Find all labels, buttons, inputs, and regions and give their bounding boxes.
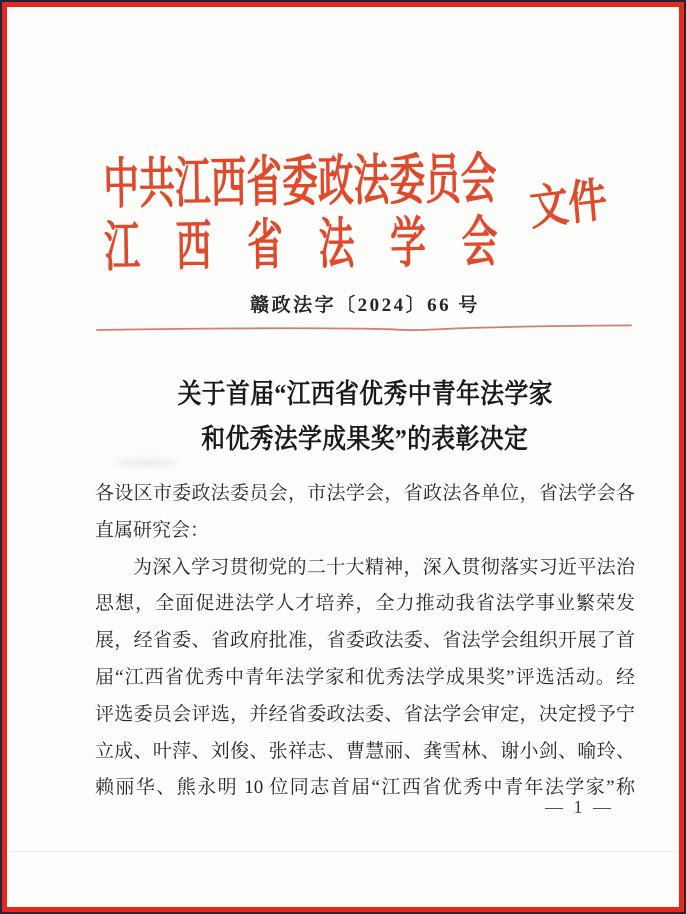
body-line: 赖丽华、熊永明 10 位同志首届“江西省优秀中青年法学家”称 <box>95 777 635 799</box>
body-line: 各设区市委政法委员会，市法学会，省政法各单位，省法学会各 <box>95 483 635 504</box>
letterhead <box>102 148 525 278</box>
org-name-line2: 江西省法学会 <box>103 211 498 278</box>
document-body <box>95 476 635 807</box>
body-line: 为深入学习贯彻党的二十大精神，深入贯彻落实习近平法治 <box>133 556 635 578</box>
doc-type-label: 文件 <box>527 174 610 236</box>
doc-number: 赣政法字〔2024〕66 号 <box>250 295 480 316</box>
org-name-line1: 中共江西省委政法委员会 <box>102 148 498 215</box>
body-line: 展，经省委、省政府批准，省委政法委、省法学会组织开展了首 <box>95 630 635 652</box>
page-number: — 1 — <box>545 797 612 817</box>
scan-smudge <box>116 459 178 466</box>
red-divider-line <box>94 321 635 335</box>
title-line2: 和优秀法学成果奖”的表彰决定 <box>201 424 529 454</box>
title-line1: 关于首届“江西省优秀中青年法学家 <box>177 379 553 409</box>
scanned-page-edge <box>7 851 679 852</box>
body-line: 立成、叶萍、刘俊、张祥志、曹慧丽、龚雪林、谢小剑、喻玲、 <box>95 740 635 762</box>
body-line: 直属研究会： <box>95 519 210 541</box>
document-title <box>95 372 635 462</box>
body-line: 评选委员会评选，并经省委政法委、省法学会审定，决定授予宁 <box>95 703 635 725</box>
body-line: 届“江西省优秀中青年法学家和优秀法学成果奖”评选活动。经 <box>95 666 635 688</box>
body-line: 思想，全面促进法学人才培养，全力推动我省法学事业繁荣发 <box>95 593 635 615</box>
